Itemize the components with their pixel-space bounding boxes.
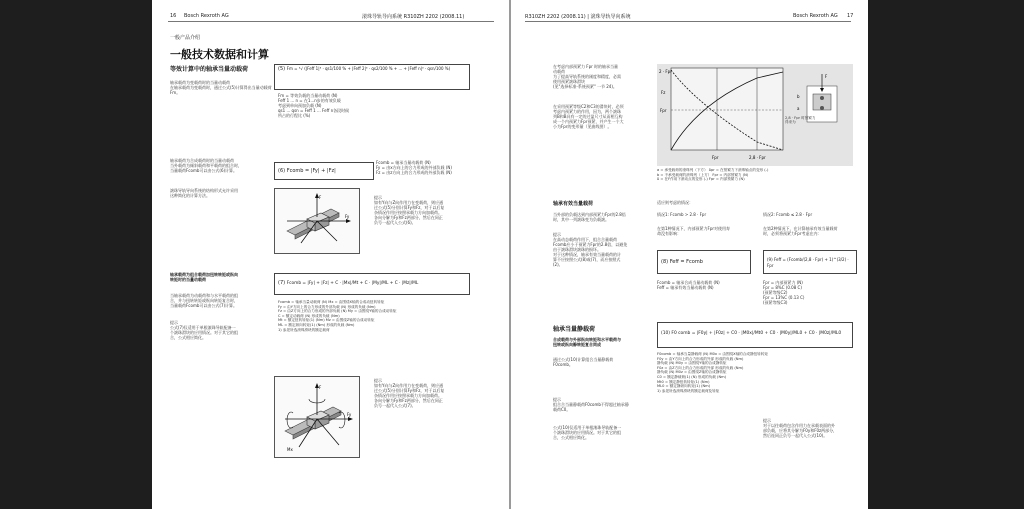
equation-5: Fm = ³√ (|Feff 1|³ · qs1/100 % + |Feff 2|³ · qs2/100 % + ... + |Feff n|³ · qsn/100 %) (286, 66, 451, 71)
equation-8-legend: Fcomb = 轴承合成当量动载荷 (N) Feff = 轴承有效当量动载荷 (N) (657, 280, 720, 290)
header-rule (525, 21, 851, 22)
section1-title: 轴承有效当量载荷 (553, 201, 594, 207)
equation-9-legend: Fpr = 内部预紧力 (N) Fpr = 8%C (0.08 C) (预紧等级C2) Fpr = 13%C (0.13 C) (预紧等级C3) (763, 280, 805, 305)
rail-block-moment-icon (275, 377, 359, 457)
right-page (511, 0, 868, 509)
chart-legend: a = 承受载荷的滚珠列（下方） δpr = 在预紧力下滚珠轴点的变形 (-) b = 不承受载荷的滚珠列（上方） Fpr = 内部预紧力 (N) δ = 在F作用下滚动点的变形 (-) Fpr = 内部预紧力 (N) (657, 168, 769, 182)
section2-note-2: 公式(10)仅适用于单根滚珠导轨配备一 个滚珠滑块的应用情况。对于其它的组 合，公式相应简化。 (553, 425, 622, 440)
page-title: 一般技术数据和计算 (170, 48, 269, 61)
section-label: 一般产品介绍 (170, 35, 201, 41)
chart-x-tick-1: Fpr (712, 155, 719, 160)
page-number: 16 (170, 13, 177, 19)
running-title: R310ZH 2202 (2008.11) | 滚珠导轨导向系统 (525, 14, 631, 20)
note2-text: 滚珠导轨导向系统的结构形式允许采用 这种简化的计算方法。 (170, 188, 238, 198)
chart-label-force: F (825, 74, 828, 79)
intro-text-2: 在采用预紧等级C2和C3的滑块时，必须 考虑内预紧力的作用，因为，两个滚珠 列B和B具有一定的过盈尺寸从而相互构 成一个内预紧力Fpr预紧，并产生一个大 小为Fpr的变形量（见曲线图）。 (553, 104, 624, 129)
force-diagram-1 (274, 188, 360, 254)
chart-note: 2,8 · Fpr 时预紧力 得来为 (785, 116, 816, 125)
section2-note: 提示 组合合当量静载荷F0comb不得超过轴承静 载荷C0。 (553, 397, 629, 412)
figure2-note: 提示 如有Y向与Z向作用力在变载荷，则应通 过公式(5)分别计算Fy和Fz，对于以后复 杂情况作用应按照承载力方向加载荷。 各向分解为Fy和Fz两部分，然后在同正 负号一起代入公式(7)。 (374, 378, 445, 408)
equation-label: (9) (767, 257, 773, 262)
equation-5-box (274, 64, 470, 90)
chart-axis-label-top: 2 · Fpr (659, 69, 672, 74)
section2-title: 轴承当量静载荷 (553, 326, 596, 333)
equation-8-box (657, 250, 751, 274)
case-1: 情况1: Fcomb > 2.8 · Fpr (657, 212, 707, 217)
case-2-text: 在第2种情况下，在计算轴承有效当量载荷 时，必须将预紧力Fpr考虑在内： (763, 226, 838, 236)
chart-label-b: b (797, 94, 800, 99)
equation-9: Feff = (Fcomb/(2,8 · Fpr) + 1)^(3/2) · Fpr (767, 257, 849, 268)
equation-label: (7) (278, 280, 286, 286)
left-page (152, 0, 509, 509)
rail-block-force-icon (275, 189, 359, 253)
equation-6-legend: Fcomb = 轴承当量动载荷 (N) Fy = 由x方向上的合力形成的外部负载 (N) Fz = 由z方向上的合力形成的外部负载 (N) (376, 160, 452, 175)
note3-text: 提示 公式(7)仅适用于单根滚珠导轨配备一 个滚珠滑块的应用情况。对于其它的组 合，公式相应简化。 (170, 320, 238, 340)
chart-axis-label-mid: Fpr (660, 108, 667, 113)
company-name: Bosch Rexroth AG (184, 13, 229, 19)
section1-right-title: 适应则考虑的情况： (657, 200, 693, 205)
equation-label: (6) (278, 168, 286, 174)
block3-heading: 轴承载荷为组合载荷加扭转转矩或纵向 转矩时的当量动载荷 (170, 272, 238, 282)
chart-label-a: a (797, 106, 800, 111)
intro-text: 在考虑内部预紧力 Fpr 时的轴承当量 动载荷 为了提高导轨系统的刚度和精度，必需 使用预紧滚珠滑块 (见"选择标准-系统预紧" 一节 24)。 (553, 64, 621, 89)
equation-7-box (274, 273, 470, 295)
svg-text:Fy: Fy (347, 412, 352, 417)
equation-7: Fcomb = |Fy| + |Fz| + C · |Mx|/Mt + C · |My|/ML + C · |Mz|/ML (286, 281, 419, 286)
chart-x-tick-2: 2,8 · Fpr (749, 155, 766, 160)
force-diagram-2 (274, 376, 360, 458)
equation-10-box (657, 322, 853, 348)
section1-note: 提示 在高动态载荷作用下，组合合量载荷 Fcomb应小于预紧力Fpr的2.8倍，以避免 由于滚珠滑块滚珠的损坏。 对于这种情况，轴承有效当量载荷的计 算不应按照公式(8)或(7)，而应按照式 (2)。 (553, 232, 628, 267)
equation-6: Fcomb = |Fy| + |Fz| (286, 168, 336, 174)
case-2: 情况2: Fcomb ≤ 2.8 · Fpr (763, 212, 813, 217)
svg-text:Fy: Fy (345, 214, 350, 219)
equation-6-box (274, 162, 374, 180)
equation-label: (8) (661, 259, 669, 265)
equation-10: F0 comb = |F0y| + |F0z| + C0 · |M0x|/Mt0 + C0 · |M0y|/ML0 + C0 · |M0z|/ML0 (671, 331, 842, 336)
block3-body: 当轴承载荷为动载荷和与水平载荷的组 合，并与扭转转矩或纵向转矩复合时， 当量载荷Fcomb可以由公式(7)计算。 (170, 293, 238, 308)
company-name: Bosch Rexroth AG (793, 13, 838, 19)
running-title: 滚珠导轨导向系统 R310ZH 2202 (2008.11) (362, 14, 465, 20)
header-rule (168, 21, 494, 22)
equation-label: (10) (661, 331, 671, 336)
equation-9-box (763, 250, 857, 274)
block2-text: 轴承载荷为合成载荷时的当量动载荷 当外载荷为倾斜载荷和平载荷的组合时， 当量载荷Fcomb可以由公式(6)计算。 (170, 158, 242, 173)
svg-text:Mx: Mx (287, 447, 293, 452)
equation-7-legend: Fcomb = 轴承当量动载荷 (N) Mx = 由围绕X轴的合成动扭转转矩 Fy = 由Y方向上的合力形成的外部负载 (N) 形成的负载 (Nm) Fz = 由Z方向上的合力形成的外部负载 (N) My = 由围绕Y轴的合成动转矩 C = 额定动载荷 (N) 形成的负载 (Nm) Mt = 额定扭转转矩(1) (Nm) Mz = 由围绕Z轴的合成动转矩 ML = 额定纵向转矩(1) (Nm) 形成的负载 (Nm) 1) 参见所选滚珠滑块的额定载荷 (278, 300, 397, 332)
case-1-text: 在第1种情况下，内部预紧力Fpr对使用寿 命没有影响： (657, 226, 731, 236)
equation-8: Feff = Fcomb (669, 259, 703, 265)
figure1-note: 提示 如有Y向与Z向作用力在变载荷，则应通 过公式(5)分别计算Fy和Fz，对于以后复 杂情况作用应按照承载力方向加载荷。 各向分解为Fy和Fz两部分，然后在同正 负号一起代入公式(6)。 (374, 195, 445, 225)
equation-5-legend: Fm = 等效负载的当量动载荷 (N) Feff 1 ... n = 在1...n步的有效负载 考虑到单向预加负载 (N) qs1 ... qsn = Feff 1 ... Feff n各段时候 所占的行程比 (%) (278, 93, 350, 118)
preload-chart (657, 64, 853, 166)
section2-body: 通过公式(10)计算组合当量静载荷 F0comb。 (553, 357, 614, 367)
page-number: 17 (847, 13, 854, 19)
equation-10-legend: F0comb = 轴承当量静载荷 (N) M0x = 由围绕X轴的合成静扭转转矩 F0y = 由Y方向上的合力形成的外部 形成的负载 (Nm) 静负载 (N) M0y = 由围绕Y轴的合成静转矩 F0z = 由Z方向上的合力形成的外部 形成的负载 (Nm) 静负载 (N) M0z = 由围绕Z轴的合成静转矩 C0 = 额定静载荷(1) (N) 形成的负载 (Nm) Mt0 = 额定静扭转转矩(1) (Nm) ML0 = 额定静纵向转矩(1) (Nm) 1) 参见所选滚珠滑块的额定载荷及转矩 (657, 352, 768, 393)
preload-curve-icon (657, 64, 853, 166)
page-subtitle: 等效计算中的轴承当量动载荷 (170, 66, 249, 73)
block1-text: 轴承载荷为变载荷时的当量动载荷 在轴承载荷为变载荷时，通过公式(5)计算得出当量动载荷Fm。 (170, 80, 272, 95)
chart-axis-label-y: Fz (661, 90, 666, 95)
section2-right-note: 提示 对于以往载荷包含作用力在承载表面的外 部负载，应将其分解为F0y和F0z两部分， 然后连同正负号一起代入公式(10)。 (763, 418, 838, 438)
svg-text:F: F (319, 385, 322, 390)
equation-label: (5) (278, 66, 286, 72)
section1-body: 当外部的负载达到内部预紧力Fpr的2.8倍 时，其中一列滚珠变为负载滚。 (553, 212, 626, 222)
svg-text:F: F (319, 195, 322, 200)
section2-subtitle: 合成载荷与外部纵向转矩和水平载荷与 扭转或纵向静转矩复合同成 (553, 337, 621, 347)
